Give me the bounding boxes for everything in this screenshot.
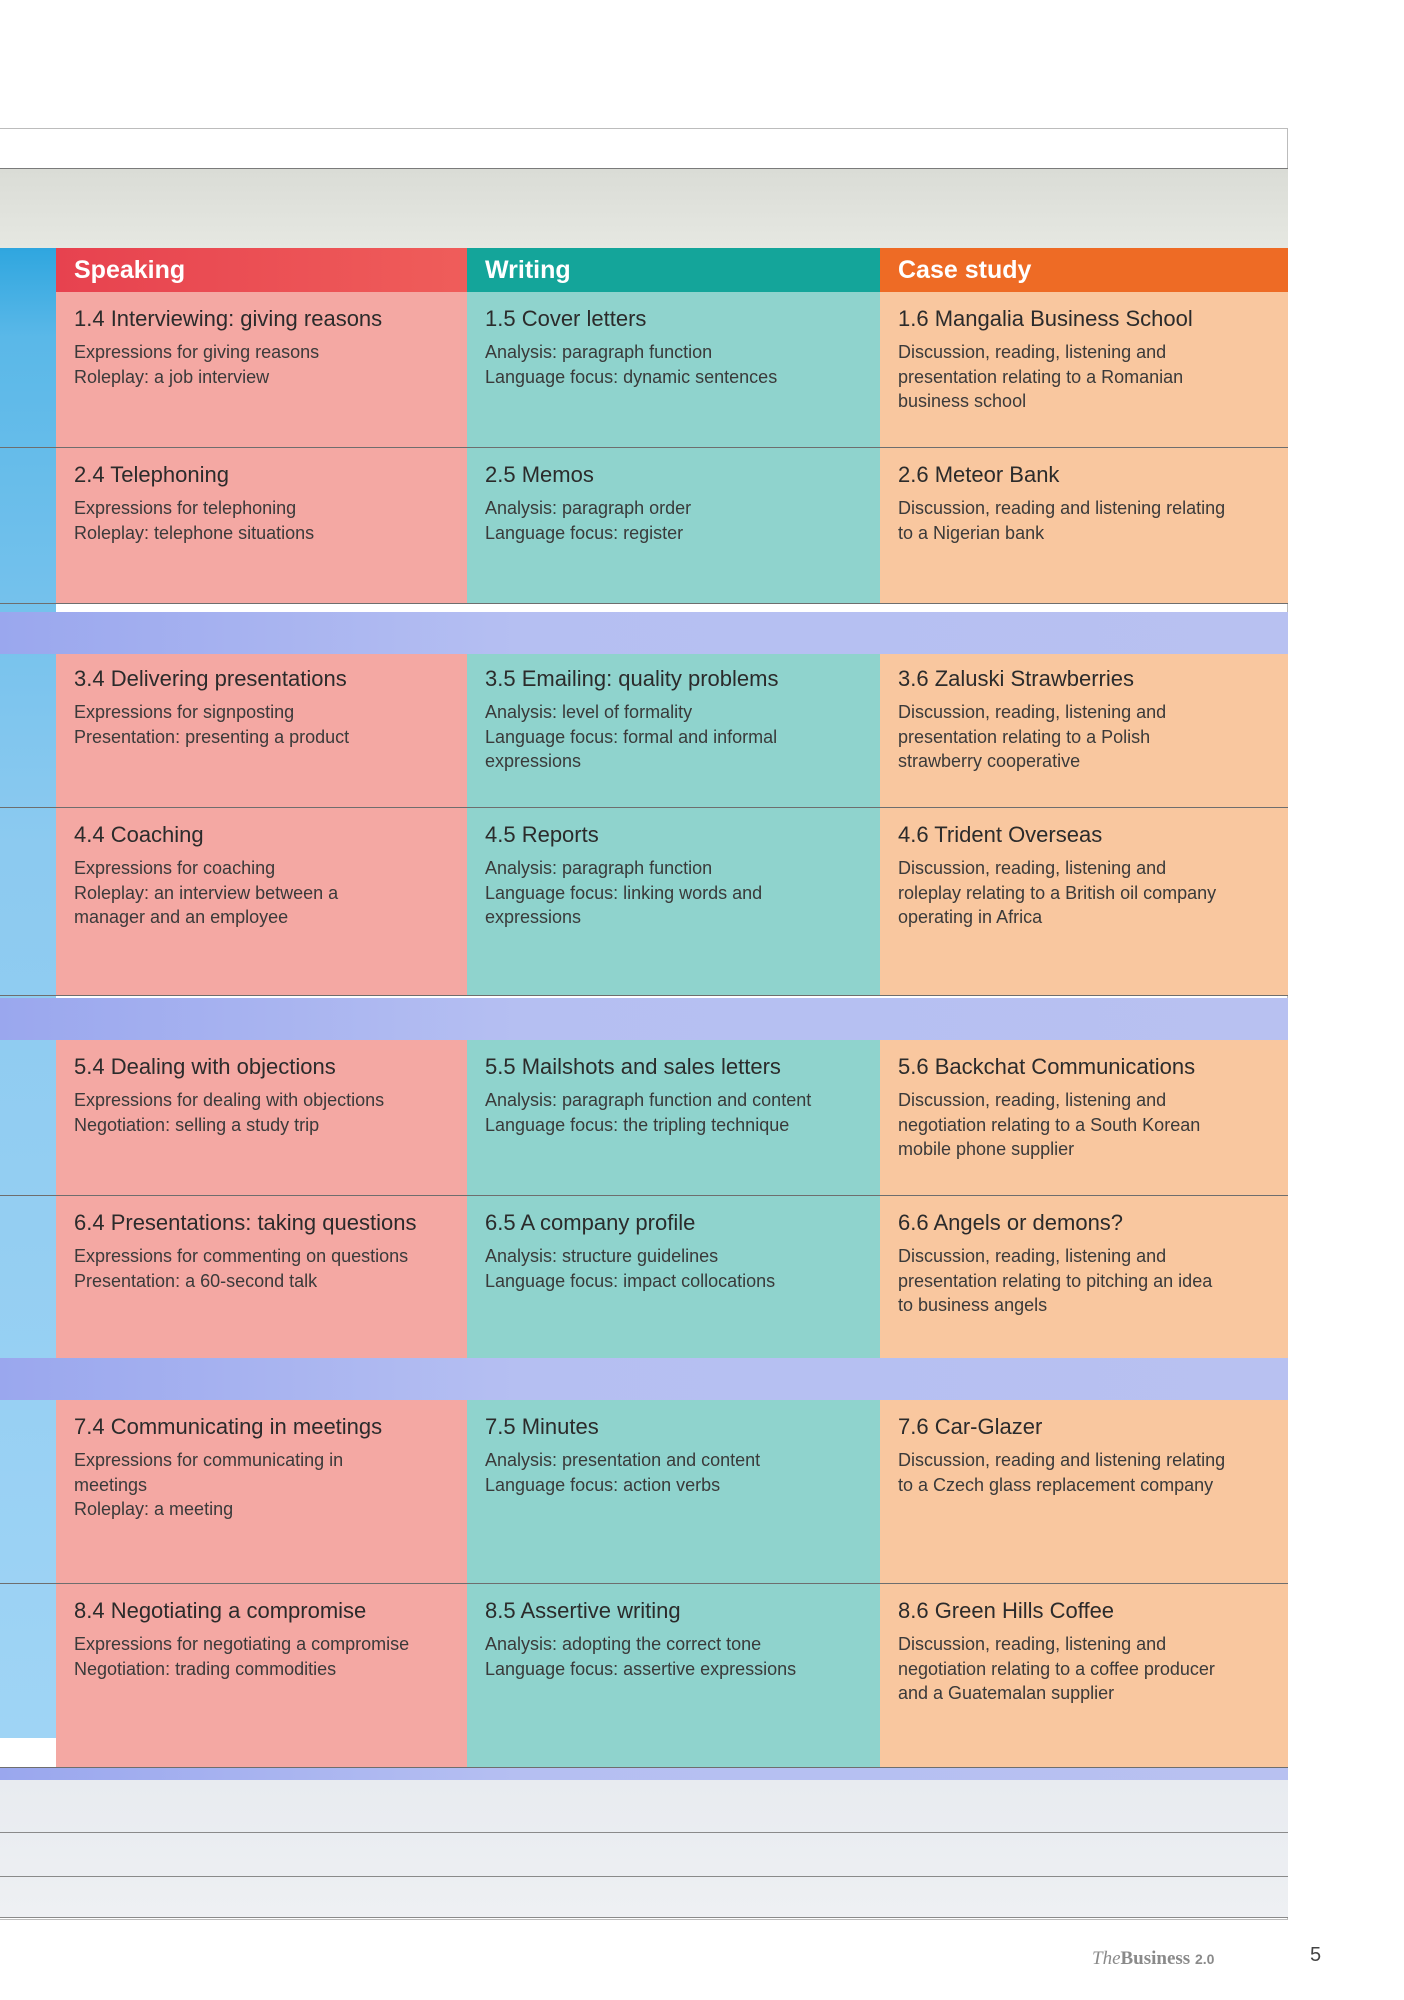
lesson-cell-speaking xyxy=(56,1400,467,1584)
divider xyxy=(0,1832,1288,1833)
page-number: 5 xyxy=(1310,1944,1322,1966)
lesson-cell-case xyxy=(880,1040,1288,1196)
lesson-cell-speaking xyxy=(56,292,467,448)
lesson-title: 5.6 Backchat Communications xyxy=(898,1054,1196,1079)
lesson-cell-case xyxy=(880,448,1288,604)
lesson-description: Discussion, reading, listening and negotiation relating to a coffee producer and a Guatemalan supplier xyxy=(898,1634,1215,1703)
lesson-description: Expressions for communicating in meetings Roleplay: a meeting xyxy=(74,1450,344,1519)
unit-separator-band xyxy=(0,998,1288,1040)
bottom-band xyxy=(0,1780,1288,1918)
lesson-title: 2.5 Memos xyxy=(485,462,594,487)
lesson-cell-writing xyxy=(467,1040,880,1196)
lesson-title: 1.4 Interviewing: giving reasons xyxy=(74,306,383,331)
row-divider xyxy=(0,995,1288,996)
lesson-title: 8.5 Assertive writing xyxy=(485,1598,681,1623)
lesson-description: Analysis: paragraph function and content Language focus: the tripling technique xyxy=(485,1090,812,1135)
lesson-title: 3.5 Emailing: quality problems xyxy=(485,666,779,691)
lesson-description: Analysis: presentation and content Language focus: action verbs xyxy=(485,1450,761,1495)
lesson-description: Analysis: structure guidelines Language focus: impact collocations xyxy=(485,1246,776,1291)
lesson-title: 3.6 Zaluski Strawberries xyxy=(898,666,1134,691)
lesson-title: 3.4 Delivering presentations xyxy=(74,666,347,691)
brand-name: Business xyxy=(1120,1948,1191,1969)
lesson-title: 4.5 Reports xyxy=(485,822,599,847)
lesson-cell-speaking xyxy=(56,1040,467,1196)
brand-version: 2.0 xyxy=(1194,1951,1215,1967)
lesson-title: 6.5 A company profile xyxy=(485,1210,696,1235)
unit-separator-band xyxy=(0,612,1288,654)
lesson-description: Expressions for telephoning Roleplay: telephone situations xyxy=(74,498,315,543)
lesson-description: Analysis: paragraph function Language focus: dynamic sentences xyxy=(485,342,778,387)
lesson-description: Expressions for giving reasons Roleplay: a job interview xyxy=(74,342,320,387)
top-band xyxy=(0,168,1288,249)
brand-the: The xyxy=(1092,1948,1121,1969)
lesson-cell-speaking xyxy=(56,808,467,996)
lesson-title: 5.5 Mailshots and sales letters xyxy=(485,1054,781,1079)
lesson-cell-writing xyxy=(467,1584,880,1768)
lesson-title: 8.4 Negotiating a compromise xyxy=(74,1598,367,1623)
lesson-description: Discussion, reading, listening and presentation relating to pitching an idea to business angels xyxy=(898,1246,1213,1315)
lesson-cell-writing xyxy=(467,1196,880,1360)
lesson-cell-writing xyxy=(467,1400,880,1584)
lesson-title: 5.4 Dealing with objections xyxy=(74,1054,336,1079)
lesson-description: Analysis: adopting the correct tone Language focus: assertive expressions xyxy=(485,1634,797,1679)
lesson-description: Expressions for dealing with objections Negotiation: selling a study trip xyxy=(74,1090,385,1135)
row-divider xyxy=(0,603,1288,604)
lesson-cell-speaking xyxy=(56,1196,467,1360)
lesson-description: Expressions for signposting Presentation: presenting a product xyxy=(74,702,350,747)
lesson-cell-case xyxy=(880,1584,1288,1768)
lesson-title: 8.6 Green Hills Coffee xyxy=(898,1598,1115,1623)
lesson-title: 1.5 Cover letters xyxy=(485,306,647,331)
lesson-title: 6.6 Angels or demons? xyxy=(898,1210,1124,1235)
lesson-description: Expressions for commenting on questions Presentation: a 60-second talk xyxy=(74,1246,409,1291)
lesson-title: 7.5 Minutes xyxy=(485,1414,599,1439)
brand-logo xyxy=(1092,1948,1214,1970)
lesson-title: 2.6 Meteor Bank xyxy=(898,462,1060,487)
lesson-title: 2.4 Telephoning xyxy=(74,462,229,487)
lesson-cell-case xyxy=(880,808,1288,996)
column-header-case-study: Case study xyxy=(880,248,1288,292)
lesson-title: 1.6 Mangalia Business School xyxy=(898,306,1193,331)
lesson-cell-case xyxy=(880,1196,1288,1360)
lesson-description: Discussion, reading and listening relating to a Nigerian bank xyxy=(898,498,1226,543)
lesson-cell-speaking xyxy=(56,1584,467,1768)
lesson-title: 7.6 Car-Glazer xyxy=(898,1414,1043,1439)
divider xyxy=(0,1917,1288,1918)
lesson-description: Discussion, reading and listening relating to a Czech glass replacement company xyxy=(898,1450,1226,1495)
lesson-title: 7.4 Communicating in meetings xyxy=(74,1414,383,1439)
lesson-description: Expressions for coaching Roleplay: an interview between a manager and an employee xyxy=(74,858,339,927)
lesson-cell-speaking xyxy=(56,448,467,604)
lesson-description: Analysis: paragraph order Language focus: register xyxy=(485,498,692,543)
lesson-cell-case xyxy=(880,1400,1288,1584)
lesson-cell-writing xyxy=(467,808,880,996)
column-header-writing: Writing xyxy=(467,248,880,292)
divider xyxy=(0,1876,1288,1877)
left-color-strip xyxy=(0,248,56,1738)
lesson-title: 4.6 Trident Overseas xyxy=(898,822,1103,847)
lesson-cell-speaking xyxy=(56,652,467,808)
lesson-description: Discussion, reading, listening and presentation relating to a Romanian business school xyxy=(898,342,1184,411)
lesson-description: Discussion, reading, listening and presentation relating to a Polish strawberry cooperative xyxy=(898,702,1167,771)
column-header-speaking: Speaking xyxy=(56,248,467,292)
unit-separator-band xyxy=(0,1358,1288,1400)
lesson-title: 4.4 Coaching xyxy=(74,822,204,847)
lesson-cell-case xyxy=(880,292,1288,448)
lesson-description: Discussion, reading, listening and negotiation relating to a South Korean mobile phone supplier xyxy=(898,1090,1201,1159)
lesson-description: Expressions for negotiating a compromise Negotiation: trading commodities xyxy=(74,1634,410,1679)
lesson-description: Analysis: paragraph function Language focus: linking words and expressions xyxy=(485,858,763,927)
lesson-title: 6.4 Presentations: taking questions xyxy=(74,1210,417,1235)
lesson-cell-writing xyxy=(467,292,880,448)
lesson-cell-writing xyxy=(467,448,880,604)
lesson-cell-writing xyxy=(467,652,880,808)
lesson-cell-case xyxy=(880,652,1288,808)
lesson-description: Analysis: level of formality Language focus: formal and informal expressions xyxy=(485,702,778,771)
lesson-description: Discussion, reading, listening and roleplay relating to a British oil company operating in Africa xyxy=(898,858,1217,927)
